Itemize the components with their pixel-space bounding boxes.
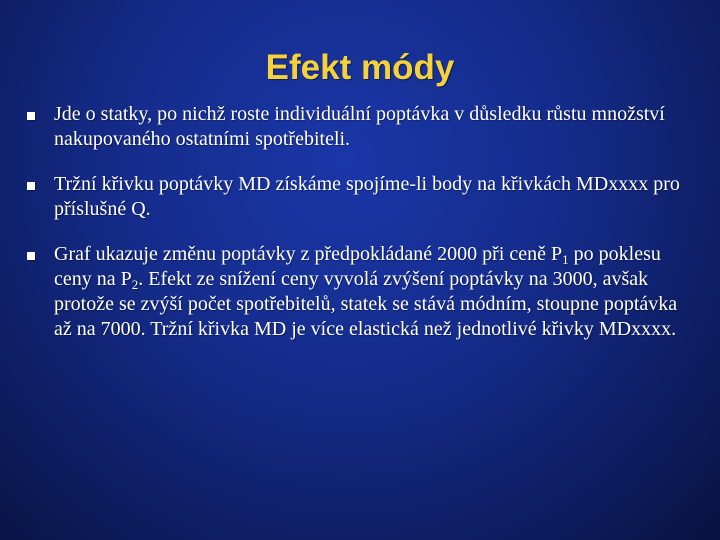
bullet-list <box>26 102 696 362</box>
bullet-text-2: Tržní křivku poptávky MD získáme spojíme-li body na křivkách MDxxxx pro příslušné Q. <box>54 173 680 220</box>
bullet-item-3 <box>26 242 696 342</box>
square-bullet-icon <box>27 112 35 120</box>
slide-title: Efekt módy <box>265 48 455 87</box>
bullet-text-3-part1: Graf ukazuje změnu poptávky z předpokládané 2000 při ceně P <box>54 243 563 265</box>
price-subscript-2: 2 <box>131 277 139 292</box>
bullet-text-3 <box>54 243 677 340</box>
price-subscript-1: 1 <box>562 252 569 267</box>
bullet-text-3-part2: po poklesu ceny na P <box>54 243 661 290</box>
bullet-text-1: Jde o statky, po nichž roste individuální poptávka v důsledku růstu množství nakupovaného ostatními spotřebiteli. <box>54 103 665 150</box>
bullet-text-3-part3: . Efekt ze snížení ceny vyvolá zvýšení poptávky na 3000, avšak protože se zvýší počet spotřebitelů, statek se stává módním, stoupne poptávka až na 7000. Tržní křivka MD je více elastická než jednotlivé křivky MDxxxx. <box>54 268 678 340</box>
square-bullet-icon <box>27 182 35 190</box>
bullet-item-2 <box>26 172 696 222</box>
bullet-item-1 <box>26 102 696 152</box>
square-bullet-icon <box>27 252 35 260</box>
